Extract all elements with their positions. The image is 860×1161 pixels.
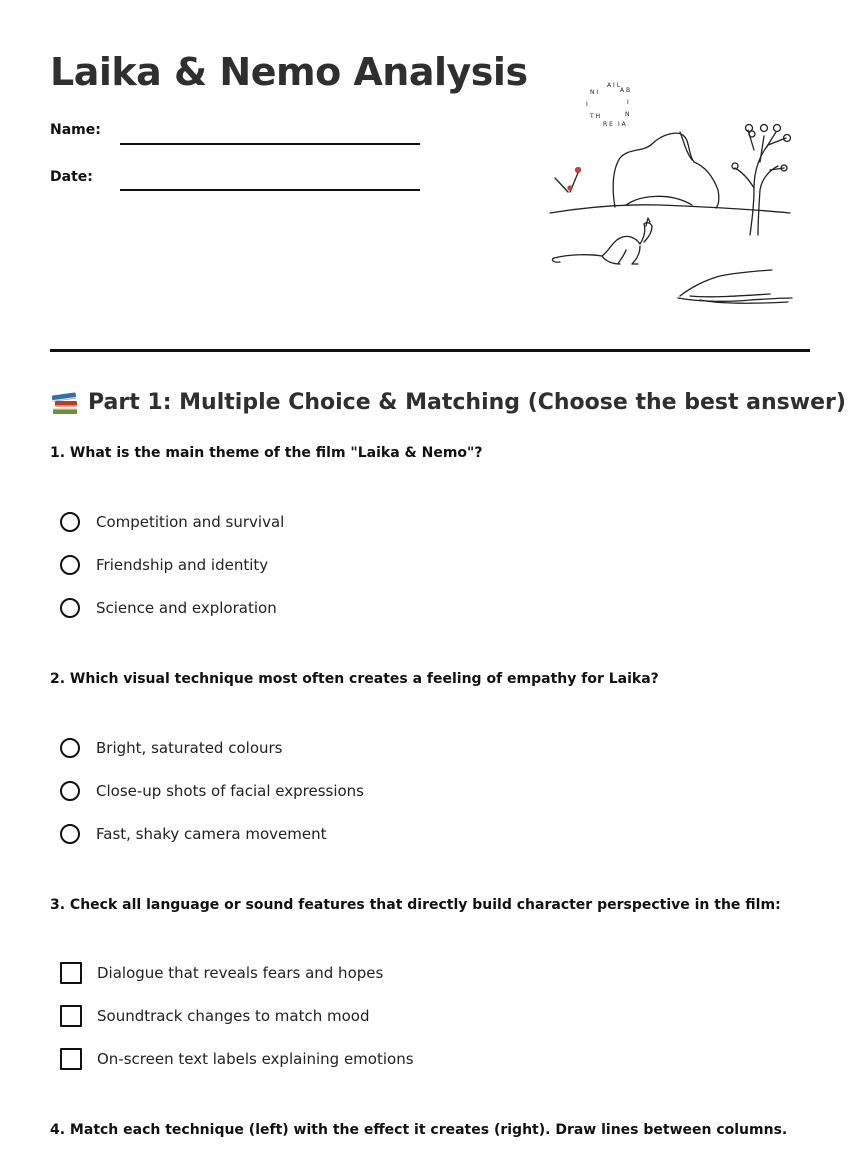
hill: [626, 196, 692, 205]
svg-text:A B: A B: [620, 87, 631, 94]
boomerang: [555, 168, 581, 193]
option-label: On-screen text labels explaining emotions: [97, 1050, 414, 1068]
question-3: 3. Check all language or sound features that directly build character perspective in the film:: [50, 897, 781, 913]
date-field[interactable]: [120, 189, 420, 191]
name-field[interactable]: [120, 143, 420, 145]
q3-option-2[interactable]: [60, 1005, 369, 1027]
q2-option-2[interactable]: [60, 781, 364, 801]
option-label: Fast, shaky camera movement: [96, 825, 327, 843]
page-title: Laika & Nemo Analysis: [50, 50, 528, 94]
q2-option-1[interactable]: [60, 738, 282, 758]
name-label: Name:: [50, 122, 101, 138]
checkbox[interactable]: [60, 1005, 82, 1027]
date-label: Date:: [50, 169, 93, 185]
question-1: 1. What is the main theme of the film "Laika & Nemo"?: [50, 445, 483, 461]
sun-icon: [586, 82, 630, 128]
part1-heading: [50, 388, 846, 416]
svg-text:A I L: A I L: [607, 82, 621, 89]
q3-option-1[interactable]: [60, 962, 383, 984]
outback-landscape-illustration: [540, 70, 810, 315]
option-label: Science and exploration: [96, 599, 277, 617]
radio-button[interactable]: [60, 781, 80, 801]
question-4: 4. Match each technique (left) with the effect it creates (right). Draw lines between columns.: [50, 1122, 788, 1138]
books-icon: [50, 388, 80, 416]
q2-option-3[interactable]: [60, 824, 327, 844]
gum-tree: [732, 125, 791, 236]
svg-text:I: I: [627, 99, 629, 106]
svg-text:I A: I A: [618, 121, 626, 128]
checkbox[interactable]: [60, 962, 82, 984]
svg-text:N I: N I: [590, 89, 599, 96]
svg-text:I: I: [586, 101, 588, 108]
radio-button[interactable]: [60, 512, 80, 532]
ground-line: [550, 205, 790, 213]
option-label: Dialogue that reveals fears and hopes: [97, 964, 384, 982]
q3-option-3[interactable]: [60, 1048, 414, 1070]
svg-text:R E: R E: [603, 121, 613, 128]
svg-text:T H: T H: [590, 113, 601, 120]
q1-option-2[interactable]: [60, 555, 268, 575]
option-label: Close-up shots of facial expressions: [96, 782, 365, 800]
question-2: 2. Which visual technique most often creates a feeling of empathy for Laika?: [50, 671, 659, 687]
kangaroo: [552, 218, 652, 264]
option-label: Competition and survival: [96, 513, 285, 531]
option-label: Soundtrack changes to match mood: [97, 1007, 370, 1025]
radio-button[interactable]: [60, 555, 80, 575]
svg-text:N: N: [625, 111, 630, 118]
radio-button[interactable]: [60, 824, 80, 844]
radio-button[interactable]: [60, 738, 80, 758]
radio-button[interactable]: [60, 598, 80, 618]
q1-option-1[interactable]: [60, 512, 284, 532]
checkbox[interactable]: [60, 1048, 82, 1070]
q1-option-3[interactable]: [60, 598, 277, 618]
part1-heading-text: Part 1: Multiple Choice & Matching (Choose the best answer): [88, 389, 846, 415]
option-label: Friendship and identity: [96, 556, 269, 574]
billabong: [678, 270, 792, 303]
option-label: Bright, saturated colours: [96, 739, 283, 757]
section-divider: [50, 349, 810, 352]
